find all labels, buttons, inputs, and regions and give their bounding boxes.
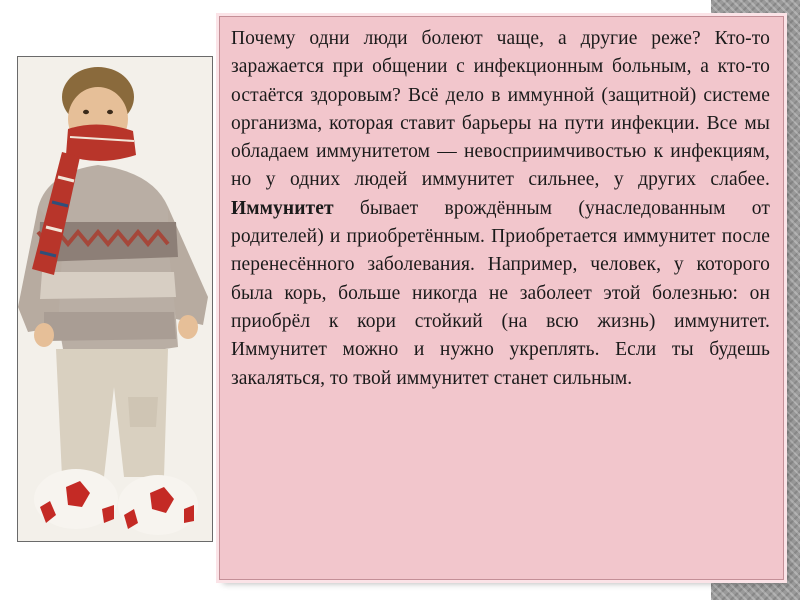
boy-figure xyxy=(18,57,213,542)
paragraph-continuation: бывает врождённым (унаследованным от родителей) и приобретённым. Приобретается иммунитет после перенесённого заболевания. Например, человек, у которого была корь, больше никогда не заболеет этой болезнью: он приобрёл к кори стойкий (на всю жизнь) иммунитет. Иммунитет можно и нужно укреплять. Если ты будешь закаляться, то твой иммунитет станет сильным. xyxy=(231,197,770,389)
term-immunitet: Иммунитет xyxy=(231,197,334,219)
immunity-text-card xyxy=(219,16,784,580)
immunity-paragraph xyxy=(231,25,770,393)
paragraph-intro: Почему одни люди болеют чаще, а другие реже? Кто-то заражается при общении с инфекционным больным, а кто-то остаётся здоровым? Всё дело в иммунной (защитной) системе организма, которая ставит барьеры на пути инфекции. Все мы обладаем иммунитетом — невосприимчивостью к инфекциям, но у одних людей иммунитет сильнее, у других слабее. xyxy=(231,28,770,191)
boy-in-scarf-illustration xyxy=(17,56,213,542)
